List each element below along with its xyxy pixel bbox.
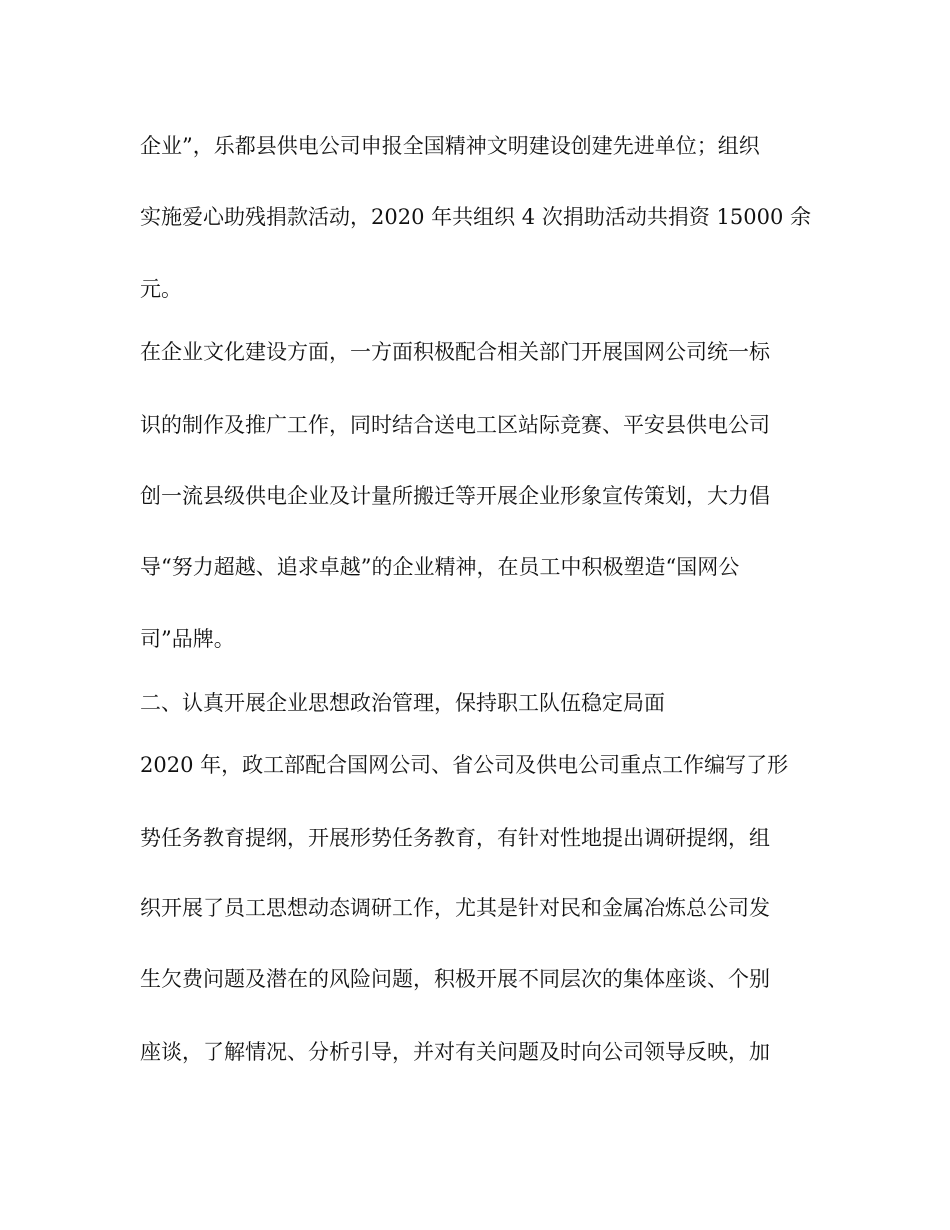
text-line: 生欠费问题及潜在的风险问题，积极开展不同层次的集体座谈、个别 — [140, 967, 770, 991]
text-line: 势任务教育提纲，开展形势任务教育，有针对性地提出调研提纲，组 — [140, 826, 770, 850]
text-line: 2020 年，政工部配合国网公司、省公司及供电公司重点工作编写了形 — [140, 753, 789, 777]
text-line: 座谈，了解情况、分析引导，并对有关问题及时向公司领导反映，加 — [140, 1040, 770, 1064]
text-line: 企业”，乐都县供电公司申报全国精神文明建设创建先进单位；组织 — [140, 134, 760, 158]
text-line: 在企业文化建设方面，一方面积极配合相关部门开展国网公司统一标 — [140, 340, 770, 364]
text-line: 导“努力超越、追求卓越”的企业精神，在员工中积极塑造“国网公 — [140, 555, 740, 579]
section-heading: 二、认真开展企业思想政治管理，保持职工队伍稳定局面 — [140, 691, 665, 715]
text-line: 元。 — [140, 277, 182, 301]
text-line: 识的制作及推广工作，同时结合送电工区站际竞赛、平安县供电公司 — [140, 413, 770, 437]
text-line: 织开展了员工思想动态调研工作，尤其是针对民和金属冶炼总公司发 — [140, 896, 770, 920]
text-line: 创一流县级供电企业及计量所搬迁等开展企业形象宣传策划，大力倡 — [140, 484, 770, 508]
text-line: 实施爱心助残捐款活动，2020 年共组织 4 次捐助活动共捐资 15000 余 — [140, 205, 811, 229]
text-line: 司”品牌。 — [140, 627, 235, 651]
